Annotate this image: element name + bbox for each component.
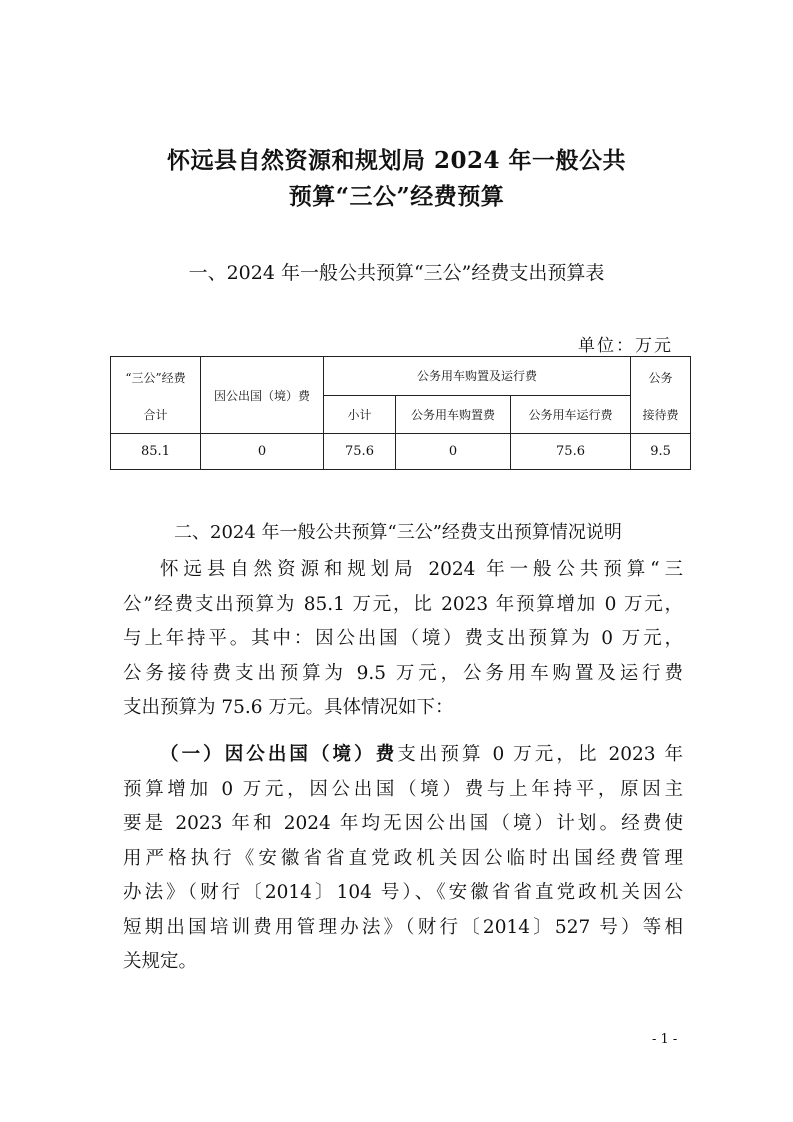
paragraph-line	[123, 738, 683, 773]
subheading-abroad: （一）因公出国（境）费	[160, 744, 398, 765]
header-subtotal: 小计	[324, 395, 396, 434]
header-abroad: 因公出国（境）费	[201, 357, 324, 434]
paragraph-line: 要是 2023 年和 2024 年均无因公出国（境）计划。经费使	[123, 813, 683, 834]
document-title-line-1: 怀远县自然资源和规划局 2024 年一般公共	[166, 147, 627, 174]
header-reception	[631, 357, 691, 434]
header-vehicle-group: 公务用车购置及运行费	[324, 357, 631, 396]
cell-abroad: 0	[201, 434, 324, 470]
paragraph-line: 预算增加 0 万元，因公出国（境）费与上年持平，原因主	[123, 778, 683, 800]
paragraph-line: 支出预算为 75.6 万元。具体情况如下：	[123, 697, 454, 718]
header-operation: 公务用车运行费	[511, 395, 631, 434]
paragraph-line: 用严格执行《安徽省省直党政机关因公临时出国经费管理	[123, 847, 683, 869]
paragraph-line: 公”经费支出预算为 85.1 万元，比 2023 年预算增加 0 万元，	[123, 593, 683, 615]
table-row	[111, 434, 691, 470]
header-total-top: “三公”经费	[125, 371, 186, 385]
paragraph-line: 关规定。	[123, 951, 198, 972]
paragraph-line: 怀远县自然资源和规划局 2024 年一般公共预算“三	[160, 559, 683, 580]
cell-reception: 9.5	[631, 434, 691, 470]
header-reception-top: 公务	[648, 371, 673, 385]
paragraph-line: 短期出国培训费用管理办法》（财行〔2014〕527 号）等相	[123, 916, 683, 938]
cell-total: 85.1	[111, 434, 201, 470]
paragraph-overview	[123, 553, 683, 726]
paragraph-line-rest: 支出预算 0 万元，比 2023 年	[397, 744, 683, 765]
cell-operation: 75.6	[511, 434, 631, 470]
header-reception-bottom: 接待费	[642, 408, 679, 422]
paragraph-line: 与上年持平。其中：因公出国（境）费支出预算为 0 万元，	[123, 628, 683, 649]
header-purchase: 公务用车购置费	[396, 395, 511, 434]
section-1-heading: 一、2024 年一般公共预算“三公”经费支出预算表	[188, 262, 605, 284]
paragraph-line: 公务接待费支出预算为 9.5 万元，公务用车购置及运行费	[123, 662, 683, 684]
section-2-heading: 二、2024 年一般公共预算“三公”经费支出预算情况说明	[174, 522, 622, 543]
document-title-line-2: 预算“三公”经费预算	[288, 183, 505, 210]
page-number: - 1 -	[652, 1032, 678, 1047]
header-total	[111, 357, 201, 434]
unit-label: 单位：万元	[578, 336, 673, 356]
cell-subtotal: 75.6	[324, 434, 396, 470]
budget-table	[110, 356, 691, 470]
cell-purchase: 0	[396, 434, 511, 470]
header-total-bottom: 合计	[143, 408, 168, 422]
paragraph-abroad-expense	[123, 738, 683, 980]
paragraph-line: 办法》（财行〔2014〕104 号）、《安徽省省直党政机关因公	[123, 882, 683, 903]
